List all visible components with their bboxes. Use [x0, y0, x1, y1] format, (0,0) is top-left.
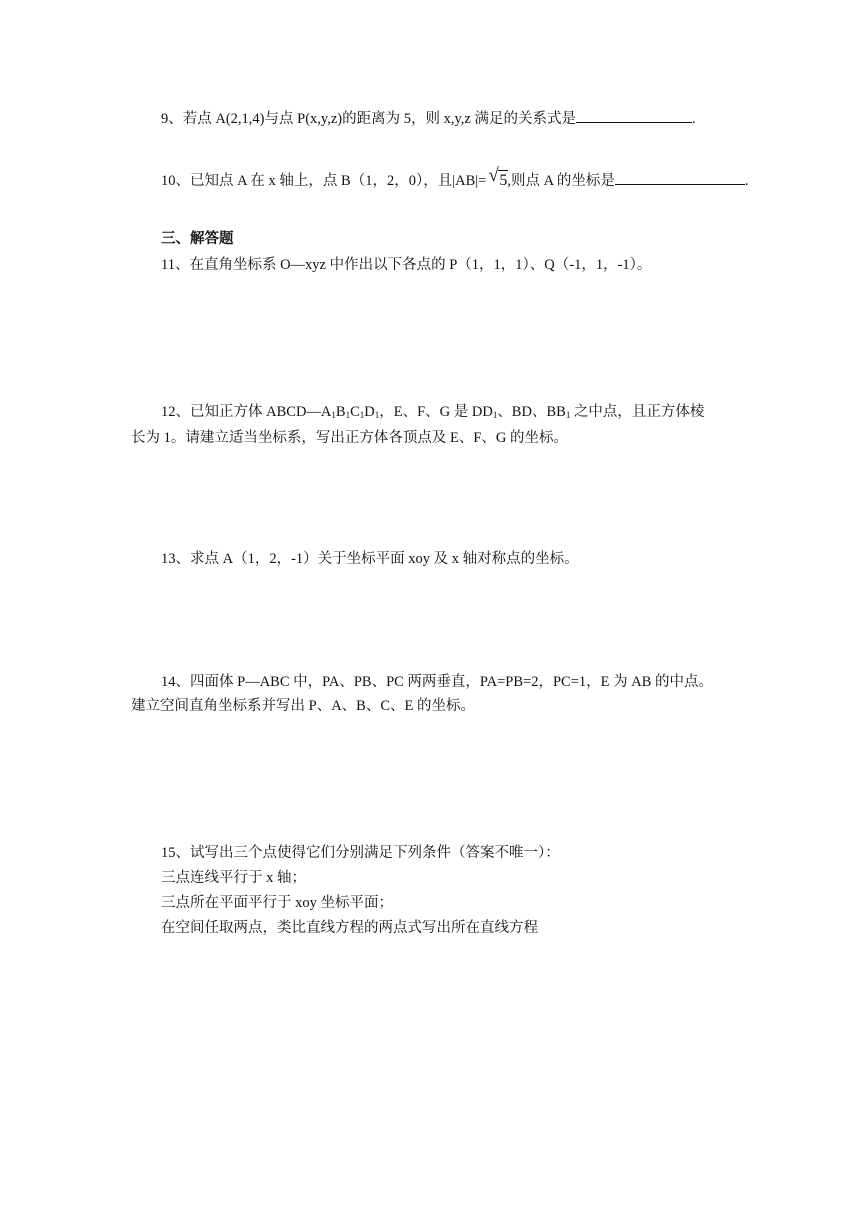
- answer-blank: [615, 170, 745, 185]
- question-13: 13、求点 A（1，2，-1）关于坐标平面 xoy 及 x 轴对称点的坐标。: [161, 551, 579, 567]
- q12-part: 、BD、BB: [497, 404, 566, 420]
- subscript: 1: [492, 410, 498, 420]
- sqrt-5-expression: [488, 165, 508, 191]
- question-15-condition-3: 在空间任取两点，类比直线方程的两点式写出所在直线方程: [161, 920, 538, 936]
- q12-part: C: [350, 404, 360, 420]
- radical-sign: √: [488, 165, 499, 186]
- subscript: 1: [345, 410, 351, 420]
- q12-part: 之中点，且正方体棱: [570, 404, 705, 420]
- q12-part: B: [335, 404, 346, 420]
- question-12-line-2: 长为 1。请建立适当坐标系，写出正方体各顶点及 E、F、G 的坐标。: [131, 430, 569, 446]
- question-10-text-after: ,则点 A 的坐标是: [507, 173, 615, 189]
- q12-part: 12、已知正方体 ABCD—A: [161, 404, 332, 420]
- question-14-line-2: 建立空间直角坐标系并写出 P、A、B、C、E 的坐标。: [131, 698, 475, 714]
- answer-blank: [576, 108, 692, 123]
- subscript: 1: [374, 410, 380, 420]
- question-11: 11、在直角坐标系 O—xyz 中作出以下各点的 P（1，1，1）、Q（-1，1，-1）。: [161, 257, 652, 273]
- question-15-condition-1: 三点连线平行于 x 轴；: [161, 870, 306, 886]
- question-12-line-1: [161, 402, 704, 422]
- question-15-line-1: 15、试写出三个点使得它们分别满足下列条件（答案不唯一）：: [161, 845, 560, 861]
- subscript: 1: [331, 410, 336, 420]
- radicand: 5: [499, 172, 508, 189]
- question-10-text-before: 10、已知点 A 在 x 轴上，点 B（1，2，0），且|AB|=: [161, 173, 487, 189]
- question-9-text: 9、若点 A(2,1,4)与点 P(x,y,z)的距离为 5，则 x,y,z 满足的关系式是: [161, 111, 576, 127]
- question-10: [161, 165, 749, 191]
- question-9: [161, 108, 696, 129]
- question-10-period: .: [744, 173, 749, 189]
- question-15-condition-2: 三点所在平面平行于 xoy 坐标平面；: [161, 895, 393, 911]
- subscript: 1: [565, 410, 571, 420]
- vinculum: [498, 170, 508, 171]
- subscript: 1: [359, 410, 365, 420]
- q12-part: ，E、F、G 是 DD: [379, 404, 493, 420]
- section-heading: 三、解答题: [161, 231, 234, 247]
- question-9-period: .: [691, 111, 696, 127]
- question-14-line-1: 14、四面体 P—ABC 中，PA、PB、PC 两两垂直，PA=PB=2，PC=1，E 为 AB 的中点。: [161, 674, 714, 690]
- q12-part: D: [364, 404, 375, 420]
